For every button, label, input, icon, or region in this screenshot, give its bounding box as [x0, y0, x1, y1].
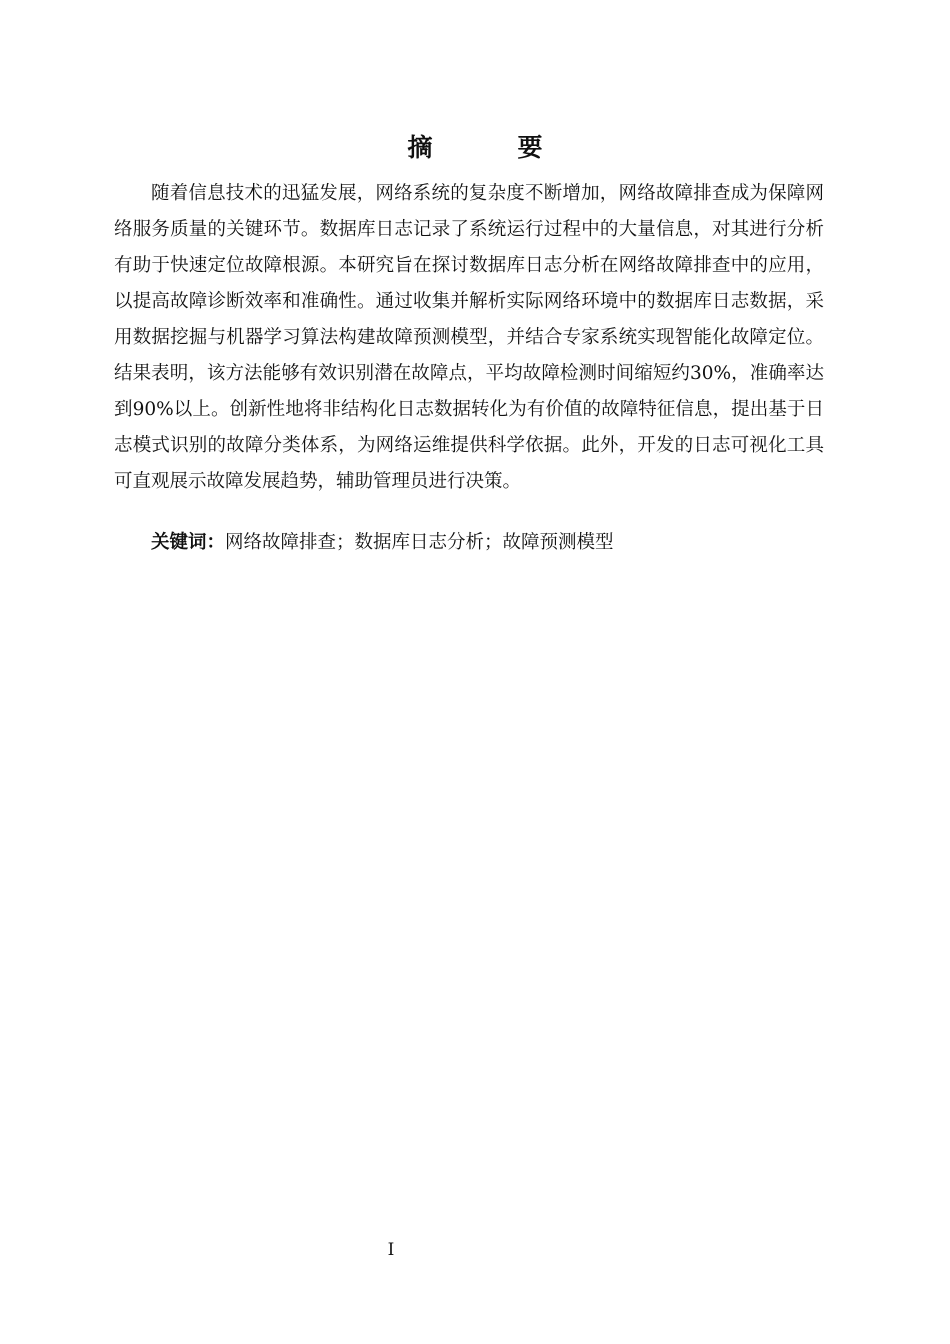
abstract-paragraph: 随着信息技术的迅猛发展，网络系统的复杂度不断增加，网络故障排查成为保障网络服务质量的关键环节。数据库日志记录了系统运行过程中的大量信息，对其进行分析有助于快速定位故障根源。本研究旨在探讨数据库日志分析在网络故障排查中的应用，以提高故障诊断效率和准确性。通过收集并解析实际网络环境中的数据库日志数据，采用数据挖掘与机器学习算法构建故障预测模型，并结合专家系统实现智能化故障定位。结果表明，该方法能够有效识别潜在故障点，平均故障检测时间缩短约30%，准确率达到90%以上。创新性地将非结构化日志数据转化为有价值的故障特征信息，提出基于日志模式识别的故障分类体系，为网络运维提供科学依据。此外，开发的日志可视化工具可直观展示故障发展趋势，辅助管理员进行决策。 [114, 183, 824, 492]
abstract-title: 摘 要 [407, 133, 573, 162]
keywords-line [151, 528, 614, 558]
keywords-label: 关键词： [151, 532, 226, 553]
page-number: I [387, 1240, 395, 1260]
keywords-value: 网络故障排查；数据库日志分析；故障预测模型 [225, 532, 614, 553]
